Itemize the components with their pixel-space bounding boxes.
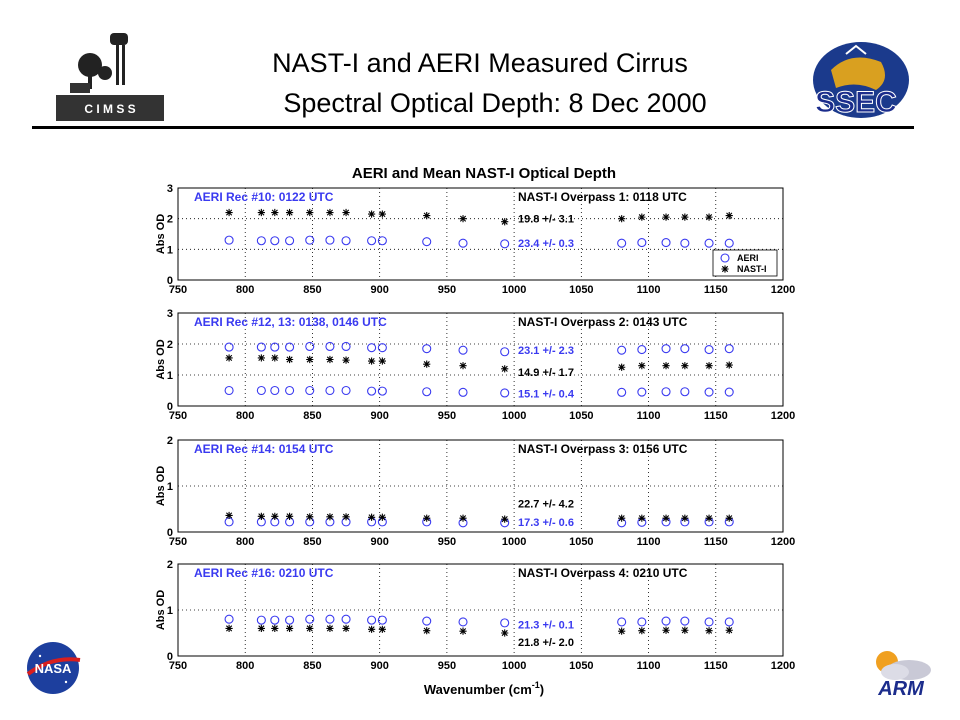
legend-aeri-label: AERI	[737, 253, 759, 263]
nast-point	[342, 357, 349, 364]
od-annotation: 21.3 +/- 0.1	[518, 619, 574, 632]
aeri-record-label: AERI Rec #14: 0154 UTC	[194, 442, 334, 456]
nast-point	[662, 627, 669, 634]
nast-point	[459, 628, 466, 635]
nast-point	[423, 515, 430, 522]
x-tick-label: 850	[303, 284, 322, 296]
nast-point	[225, 354, 232, 361]
aeri-point	[326, 236, 334, 244]
aeri-point	[705, 618, 713, 626]
legend-nast-marker	[721, 265, 728, 272]
aeri-point	[638, 388, 646, 396]
aeri-point	[368, 387, 376, 395]
x-tick-label: 850	[303, 536, 322, 548]
od-annotation: 23.4 +/- 0.3	[518, 238, 574, 251]
nasa-logo-text: NASA	[34, 661, 72, 676]
aeri-point	[423, 617, 431, 625]
x-tick-label: 900	[370, 410, 389, 422]
nast-point	[618, 515, 625, 522]
x-tick-label: 750	[168, 536, 188, 548]
y-tick-label: 0	[166, 401, 173, 413]
x-tick-label: 1000	[501, 410, 527, 422]
x-tick-label: 850	[303, 410, 322, 422]
nast-overpass-label: NAST-I Overpass 1: 0118 UTC	[518, 190, 687, 204]
panel-4	[155, 559, 795, 672]
aeri-record-label: AERI Rec #10: 0122 UTC	[194, 190, 334, 204]
nast-point	[368, 357, 375, 364]
aeri-point	[662, 617, 670, 625]
aeri-record-label: AERI Rec #16: 0210 UTC	[194, 566, 334, 580]
nast-point	[326, 513, 333, 520]
nast-point	[326, 209, 333, 216]
y-tick-label: 0	[166, 527, 173, 539]
aeri-record-label: AERI Rec #12, 13: 0138, 0146 UTC	[194, 315, 387, 329]
aeri-point	[271, 616, 279, 624]
aeri-point	[705, 388, 713, 396]
y-tick-label: 0	[166, 651, 173, 663]
aeri-point	[271, 387, 279, 395]
nast-point	[705, 214, 712, 221]
slide-title-line-2: Spectral Optical Depth: 8 Dec 2000	[283, 88, 707, 118]
nast-point	[258, 354, 265, 361]
aeri-point	[638, 618, 646, 626]
aeri-point	[501, 348, 509, 356]
nast-point	[326, 356, 333, 363]
nast-point	[459, 362, 466, 369]
y-axis-label: Abs OD	[155, 339, 167, 380]
od-annotation: 17.3 +/- 0.6	[518, 516, 574, 529]
x-tick-label: 900	[370, 536, 389, 548]
x-tick-label: 1050	[569, 284, 594, 296]
y-tick-label: 3	[166, 308, 173, 320]
panel-2	[155, 308, 795, 422]
aeri-point	[618, 239, 626, 247]
aeri-point	[681, 345, 689, 353]
nast-point	[726, 515, 733, 522]
aeri-point	[225, 615, 233, 623]
nast-point	[662, 362, 669, 369]
aeri-point	[378, 344, 386, 352]
x-tick-label: 1200	[770, 410, 796, 422]
y-tick-label: 2	[166, 213, 173, 226]
legend	[713, 250, 777, 276]
aeri-point	[618, 388, 626, 396]
x-tick-label: 850	[303, 660, 322, 672]
nast-point	[681, 515, 688, 522]
x-tick-label: 950	[437, 284, 457, 296]
x-tick-label: 1200	[770, 536, 796, 548]
y-tick-label: 1	[166, 370, 173, 382]
x-tick-label: 750	[168, 410, 188, 422]
nast-point	[342, 209, 349, 216]
od-annotation: 23.1 +/- 2.3	[518, 345, 574, 358]
nast-point	[368, 626, 375, 633]
y-tick-label: 1	[166, 244, 173, 257]
x-tick-label: 1150	[703, 410, 728, 422]
nast-point	[423, 361, 430, 368]
x-tick-label: 1100	[636, 410, 661, 422]
y-tick-label: 1	[166, 481, 173, 493]
aeri-point	[423, 345, 431, 353]
aeri-point	[501, 619, 509, 627]
aeri-point	[638, 239, 646, 247]
aeri-point	[257, 237, 265, 245]
x-tick-label: 750	[168, 284, 188, 296]
aeri-point	[368, 344, 376, 352]
nast-point	[379, 357, 386, 364]
x-axis-label: Wavenumber $(cm^{-1})$	[423, 680, 545, 697]
aeri-point	[306, 342, 314, 350]
od-annotation: 14.9 +/- 1.7	[518, 366, 574, 379]
nast-point	[368, 514, 375, 521]
x-tick-label: 1050	[569, 660, 594, 672]
x-tick-label: 750	[168, 660, 188, 672]
x-tick-label: 800	[236, 536, 255, 548]
nast-point	[342, 513, 349, 520]
aeri-point	[638, 346, 646, 354]
aeri-point	[271, 237, 279, 245]
nast-point	[638, 362, 645, 369]
aeri-point	[681, 239, 689, 247]
nast-point	[618, 215, 625, 222]
y-tick-label: 2	[166, 559, 173, 571]
aeri-point	[306, 615, 314, 623]
nast-point	[286, 513, 293, 520]
nast-point	[306, 513, 313, 520]
aeri-point	[257, 387, 265, 395]
x-tick-label: 1200	[770, 660, 796, 672]
x-tick-label: 1000	[501, 660, 527, 672]
aeri-point	[681, 617, 689, 625]
x-tick-label: 800	[236, 660, 255, 672]
chart-title: AERI and Mean NAST-I Optical Depth	[351, 165, 617, 182]
x-tick-label: 800	[236, 284, 255, 296]
aeri-point	[257, 616, 265, 624]
nast-point	[726, 212, 733, 219]
nast-point	[662, 214, 669, 221]
nast-point	[286, 209, 293, 216]
nast-point	[662, 515, 669, 522]
nast-point	[681, 214, 688, 221]
y-axis-label: Abs OD	[155, 465, 167, 507]
y-tick-label: 2	[166, 339, 173, 351]
nast-point	[306, 625, 313, 632]
aeri-point	[618, 346, 626, 354]
nast-point	[705, 362, 712, 369]
aeri-point	[705, 239, 713, 247]
aeri-point	[459, 346, 467, 354]
nast-point	[225, 512, 232, 519]
aeri-point	[326, 387, 334, 395]
ssec-logo-text: SSEC	[815, 86, 897, 119]
aeri-point	[423, 238, 431, 246]
nast-point	[342, 625, 349, 632]
aeri-point	[725, 345, 733, 353]
nast-point	[225, 209, 232, 216]
aeri-point	[705, 346, 713, 354]
nast-point	[379, 210, 386, 217]
x-tick-label: 1000	[501, 284, 527, 296]
aeri-point	[306, 387, 314, 395]
nast-point	[423, 627, 430, 634]
nast-point	[501, 218, 508, 225]
aeri-point	[368, 616, 376, 624]
nast-point	[681, 362, 688, 369]
x-tick-label: 1100	[636, 284, 661, 296]
nast-point	[271, 209, 278, 216]
x-tick-label: 900	[370, 284, 389, 296]
od-annotation: 15.1 +/- 0.4	[518, 388, 574, 401]
x-tick-label: 1050	[569, 410, 594, 422]
nast-point	[423, 212, 430, 219]
aeri-point	[618, 618, 626, 626]
y-axis-label: Abs OD	[155, 589, 167, 631]
x-tick-label: 900	[370, 660, 389, 672]
nast-point	[638, 214, 645, 221]
x-tick-label: 1150	[703, 536, 728, 548]
nast-point	[306, 356, 313, 363]
nast-point	[271, 513, 278, 520]
nast-point	[258, 513, 265, 520]
nast-point	[225, 625, 232, 632]
y-tick-label: 1	[166, 605, 173, 617]
aeri-point	[725, 239, 733, 247]
nast-point	[271, 625, 278, 632]
nast-point	[258, 209, 265, 216]
aeri-point	[225, 236, 233, 244]
aeri-point	[501, 389, 509, 397]
aeri-point	[286, 616, 294, 624]
aeri-point	[423, 388, 431, 396]
nast-point	[618, 628, 625, 635]
aeri-point	[378, 387, 386, 395]
aeri-point	[662, 345, 670, 353]
aeri-point	[257, 343, 265, 351]
y-tick-label: 2	[166, 435, 173, 447]
y-tick-label: 0	[166, 275, 173, 287]
x-tick-label: 800	[236, 410, 255, 422]
x-tick-label: 1100	[636, 660, 661, 672]
aeri-point	[326, 615, 334, 623]
aeri-point	[286, 387, 294, 395]
aeri-point	[725, 618, 733, 626]
aeri-point	[342, 237, 350, 245]
nast-overpass-label: NAST-I Overpass 2: 0143 UTC	[518, 315, 688, 329]
nast-point	[258, 625, 265, 632]
od-annotation: 22.7 +/- 4.2	[518, 498, 574, 511]
x-tick-label: 950	[437, 660, 457, 672]
nast-overpass-label: NAST-I Overpass 4: 0210 UTC	[518, 566, 688, 580]
nast-point	[271, 354, 278, 361]
aeri-point	[662, 239, 670, 247]
aeri-point	[225, 387, 233, 395]
panel-3	[155, 435, 795, 548]
aeri-point	[225, 518, 233, 526]
x-tick-label: 1150	[703, 660, 728, 672]
nast-point	[726, 627, 733, 634]
panel-1	[155, 183, 795, 296]
aeri-point	[681, 388, 689, 396]
aeri-point	[286, 343, 294, 351]
x-tick-label: 1200	[770, 284, 796, 296]
od-annotation: 21.8 +/- 2.0	[518, 637, 574, 650]
aeri-point	[286, 237, 294, 245]
nast-point	[726, 361, 733, 368]
slide-title-line-1: NAST-I and AERI Measured Cirrus	[272, 48, 688, 78]
nast-point	[681, 627, 688, 634]
aeri-point	[501, 240, 509, 248]
x-tick-label: 1050	[569, 536, 594, 548]
x-tick-label: 1000	[501, 536, 527, 548]
x-tick-label: 950	[437, 536, 457, 548]
nast-point	[501, 629, 508, 636]
aeri-point	[459, 618, 467, 626]
nast-point	[638, 515, 645, 522]
nast-point	[705, 515, 712, 522]
nast-point	[705, 627, 712, 634]
aeri-point	[725, 388, 733, 396]
nast-point	[459, 515, 466, 522]
nast-overpass-label: NAST-I Overpass 3: 0156 UTC	[518, 442, 688, 456]
aeri-point	[342, 615, 350, 623]
y-axis-label: Abs OD	[155, 213, 167, 255]
y-tick-label: 3	[166, 183, 173, 195]
aeri-point	[326, 342, 334, 350]
aeri-point	[459, 388, 467, 396]
legend-nast-label: NAST-I	[737, 264, 767, 274]
aeri-point	[368, 237, 376, 245]
nast-point	[379, 626, 386, 633]
x-tick-label: 1100	[636, 536, 661, 548]
arm-logo-text: ARM	[878, 678, 924, 700]
nast-point	[618, 364, 625, 371]
nast-point	[501, 365, 508, 372]
nast-point	[326, 625, 333, 632]
aeri-point	[459, 239, 467, 247]
od-annotation: 19.8 +/- 3.1	[518, 213, 574, 226]
nast-point	[459, 215, 466, 222]
nast-point	[286, 356, 293, 363]
x-tick-label: 1150	[703, 284, 728, 296]
aeri-point	[225, 343, 233, 351]
nast-point	[306, 209, 313, 216]
aeri-point	[662, 388, 670, 396]
x-tick-label: 950	[437, 410, 457, 422]
nast-point	[368, 210, 375, 217]
nast-point	[286, 625, 293, 632]
nast-point	[638, 627, 645, 634]
aeri-point	[342, 387, 350, 395]
cimss-logo-text: C I M S S	[84, 102, 136, 116]
nast-point	[379, 514, 386, 521]
nast-point	[501, 516, 508, 523]
